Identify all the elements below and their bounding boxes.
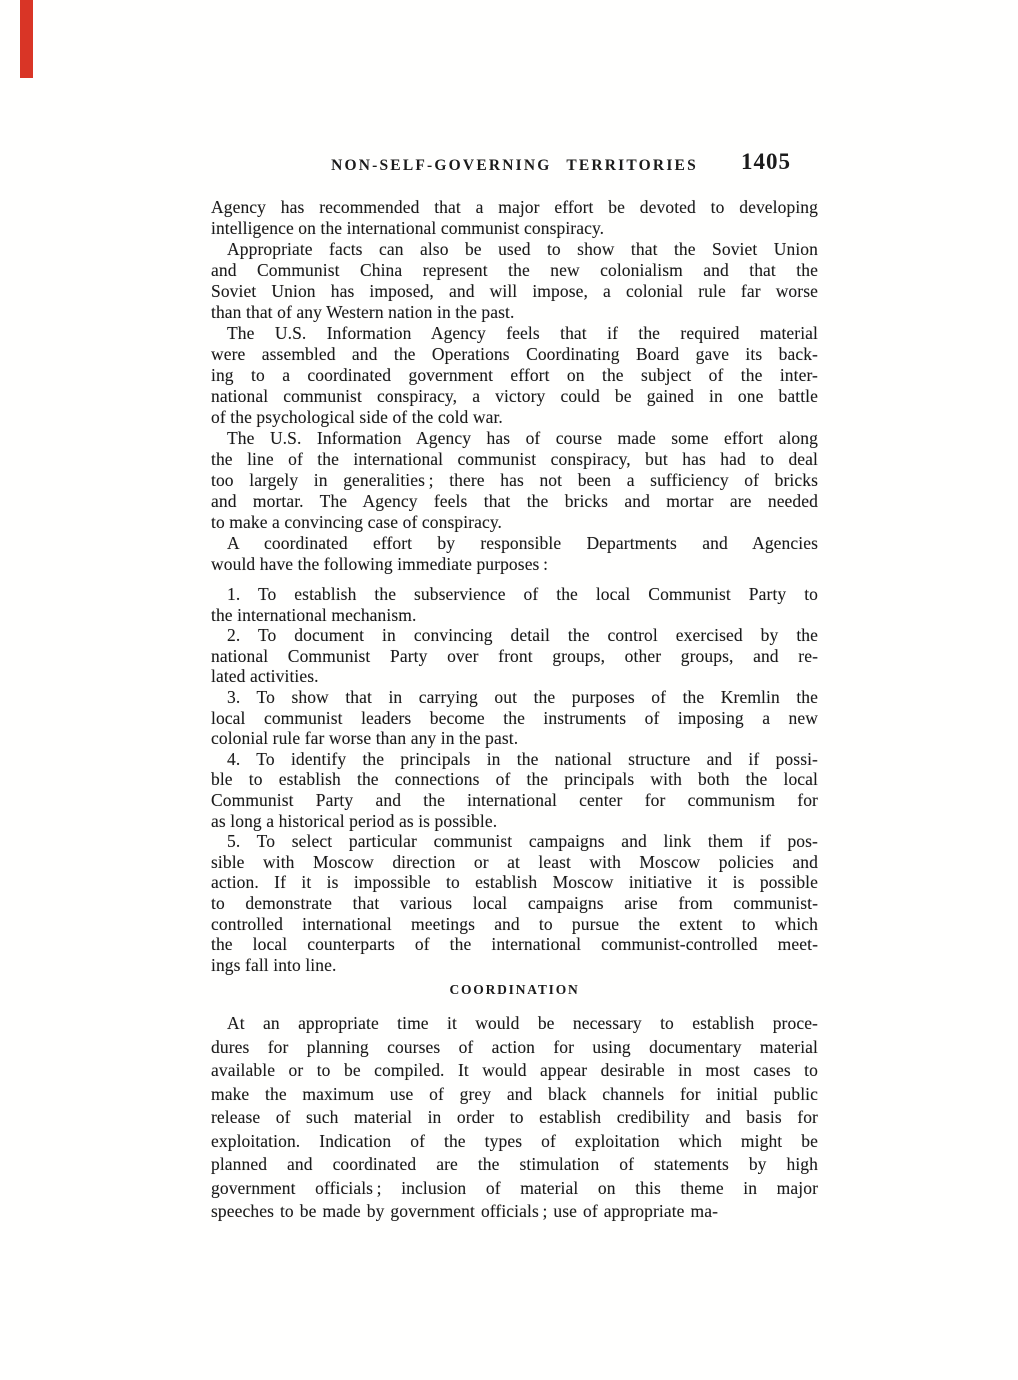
text-line: Communist Party and the international center for communism for bbox=[211, 789, 818, 810]
text-line: release of such material in order to establish credibility and basis for bbox=[211, 1107, 818, 1128]
text-line: government officials ; inclusion of material on this theme in major bbox=[211, 1177, 818, 1198]
page-header bbox=[211, 149, 818, 176]
text-line: 5. To select particular communist campaigns and link them if pos- bbox=[227, 831, 818, 852]
text-line: would have the following immediate purposes : bbox=[211, 554, 549, 574]
text-line: make the maximum use of grey and black channels for initial public bbox=[211, 1083, 818, 1104]
text-line: available or to be compiled. It would appear desirable in most cases to bbox=[211, 1060, 818, 1081]
text-line: 2. To document in convincing detail the control exercised by the bbox=[227, 625, 818, 646]
text-line: as long a historical period as is possible. bbox=[211, 810, 498, 831]
text-line: dures for planning courses of action for using documentary material bbox=[211, 1036, 818, 1057]
text-line: and Communist China represent the new colonialism and that the bbox=[211, 260, 818, 280]
text-line: the local counterparts of the international communist-controlled meet- bbox=[211, 934, 818, 955]
paragraph bbox=[211, 428, 818, 533]
text-line: 4. To identify the principals in the national structure and if possi- bbox=[227, 748, 818, 769]
paragraph bbox=[211, 197, 818, 239]
red-edge-mark bbox=[20, 0, 33, 78]
text-line: intelligence on the international communist conspiracy. bbox=[211, 218, 605, 238]
text-line: Soviet Union has imposed, and will impose, a colonial rule far worse bbox=[211, 281, 818, 301]
text-line: ings fall into line. bbox=[211, 954, 337, 975]
text-line: than that of any Western nation in the past. bbox=[211, 302, 515, 322]
text-line: sible with Moscow direction or at least with Moscow policies and bbox=[211, 851, 818, 872]
closing-paragraph bbox=[211, 1012, 818, 1224]
numbered-list bbox=[211, 584, 818, 975]
numbered-item bbox=[211, 831, 818, 975]
text-line: to demonstrate that various local campaigns arise from communist- bbox=[211, 892, 818, 913]
text-line: controlled international meetings and to pursue the extent to which bbox=[211, 913, 818, 934]
text-line: action. If it is impossible to establish Moscow initiative it is possible bbox=[211, 872, 818, 893]
paragraph bbox=[211, 533, 818, 575]
text-line: A coordinated effort by responsible Departments and Agencies bbox=[227, 533, 818, 553]
text-line: of the psychological side of the cold war. bbox=[211, 407, 503, 427]
text-line: The U.S. Information Agency feels that if the required material bbox=[227, 323, 818, 343]
numbered-item bbox=[211, 584, 818, 625]
paragraph bbox=[211, 239, 818, 323]
text-line: planned and coordinated are the stimulation of statements by high bbox=[211, 1154, 818, 1175]
text-line: and mortar. The Agency feels that the bricks and mortar are needed bbox=[211, 491, 818, 511]
text-line: exploitation. Indication of the types of exploitation which might be bbox=[211, 1130, 818, 1151]
text-line: ble to establish the connections of the principals with both the local bbox=[211, 769, 818, 790]
text-line: Appropriate facts can also be used to show that the Soviet Union bbox=[227, 239, 818, 259]
text-line: 3. To show that in carrying out the purposes of the Kremlin the bbox=[227, 686, 818, 707]
text-line: the international mechanism. bbox=[211, 604, 417, 625]
text-line: the line of the international communist conspiracy, but has had to deal bbox=[211, 449, 818, 469]
text-line: Agency has recommended that a major effort be devoted to developing bbox=[211, 197, 818, 217]
numbered-item bbox=[211, 687, 818, 749]
text-line: ing to a coordinated government effort on the subject of the inter- bbox=[211, 365, 818, 385]
text-line: national communist conspiracy, a victory could be gained in one battle bbox=[211, 386, 818, 406]
text-line: local communist leaders become the instruments of imposing a new bbox=[211, 707, 818, 728]
text-line: speeches to be made by government officials ; use of appropriate ma- bbox=[211, 1201, 719, 1222]
body-paragraphs bbox=[211, 197, 818, 575]
numbered-item bbox=[211, 625, 818, 687]
text-line: to make a convincing case of conspiracy. bbox=[211, 512, 503, 532]
text-line: national Communist Party over front groups, other groups, and re- bbox=[211, 645, 818, 666]
text-line: colonial rule far worse than any in the past. bbox=[211, 728, 519, 749]
text-line: The U.S. Information Agency has of course made some effort along bbox=[227, 428, 818, 448]
paragraph bbox=[211, 1012, 818, 1224]
section-heading: COORDINATION bbox=[449, 982, 580, 998]
paragraph bbox=[211, 323, 818, 428]
text-line: At an appropriate time it would be necessary to establish proce- bbox=[227, 1013, 818, 1034]
text-line: 1. To establish the subservience of the local Communist Party to bbox=[227, 584, 818, 604]
text-line: too largely in generalities ; there has not been a sufficiency of bricks bbox=[211, 470, 818, 490]
text-line: were assembled and the Operations Coordinating Board gave its back- bbox=[211, 344, 818, 364]
page-number: 1405 bbox=[741, 149, 791, 174]
page-content bbox=[211, 149, 818, 1224]
running-head: NON-SELF-GOVERNING TERRITORIES bbox=[331, 157, 698, 174]
numbered-item bbox=[211, 749, 818, 831]
text-line: lated activities. bbox=[211, 666, 319, 687]
